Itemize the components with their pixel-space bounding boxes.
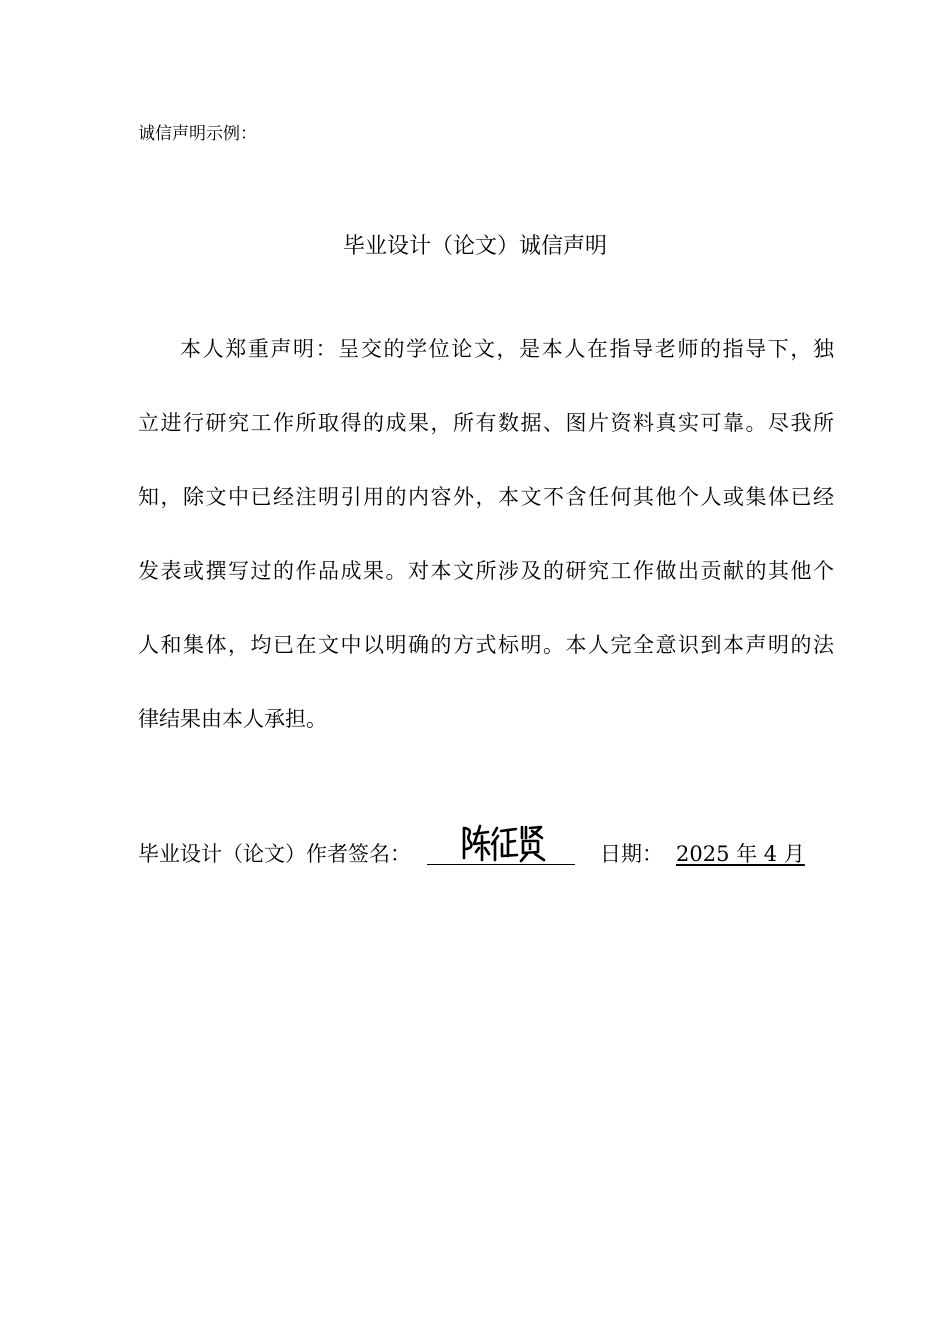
signature-row (138, 830, 838, 870)
date-label: 日期： (600, 842, 663, 866)
declaration-line: 知，除文中已经注明引用的内容外，本文不含任何其他个人或集体已经 (138, 485, 834, 509)
declaration-title: 毕业设计（论文）诚信声明 (342, 234, 607, 259)
declaration-line: 立进行研究工作所取得的成果，所有数据、图片资料真实可靠。尽我所 (138, 411, 834, 435)
signature-label: 毕业设计（论文）作者签名： (138, 842, 411, 866)
example-label: 诚信声明示例： (138, 124, 257, 144)
date-value: 2025 年 4 月 (676, 842, 805, 866)
handwritten-signature-icon (460, 822, 546, 864)
signature-field (427, 864, 575, 865)
declaration-line: 律结果由本人承担。 (138, 707, 327, 731)
declaration-line: 本人郑重声明：呈交的学位论文，是本人在指导老师的指导下，独 (180, 337, 834, 361)
declaration-line: 人和集体，均已在文中以明确的方式标明。本人完全意识到本声明的法 (138, 633, 834, 657)
declaration-line: 发表或撰写过的作品成果。对本文所涉及的研究工作做出贡献的其他个 (138, 559, 834, 583)
